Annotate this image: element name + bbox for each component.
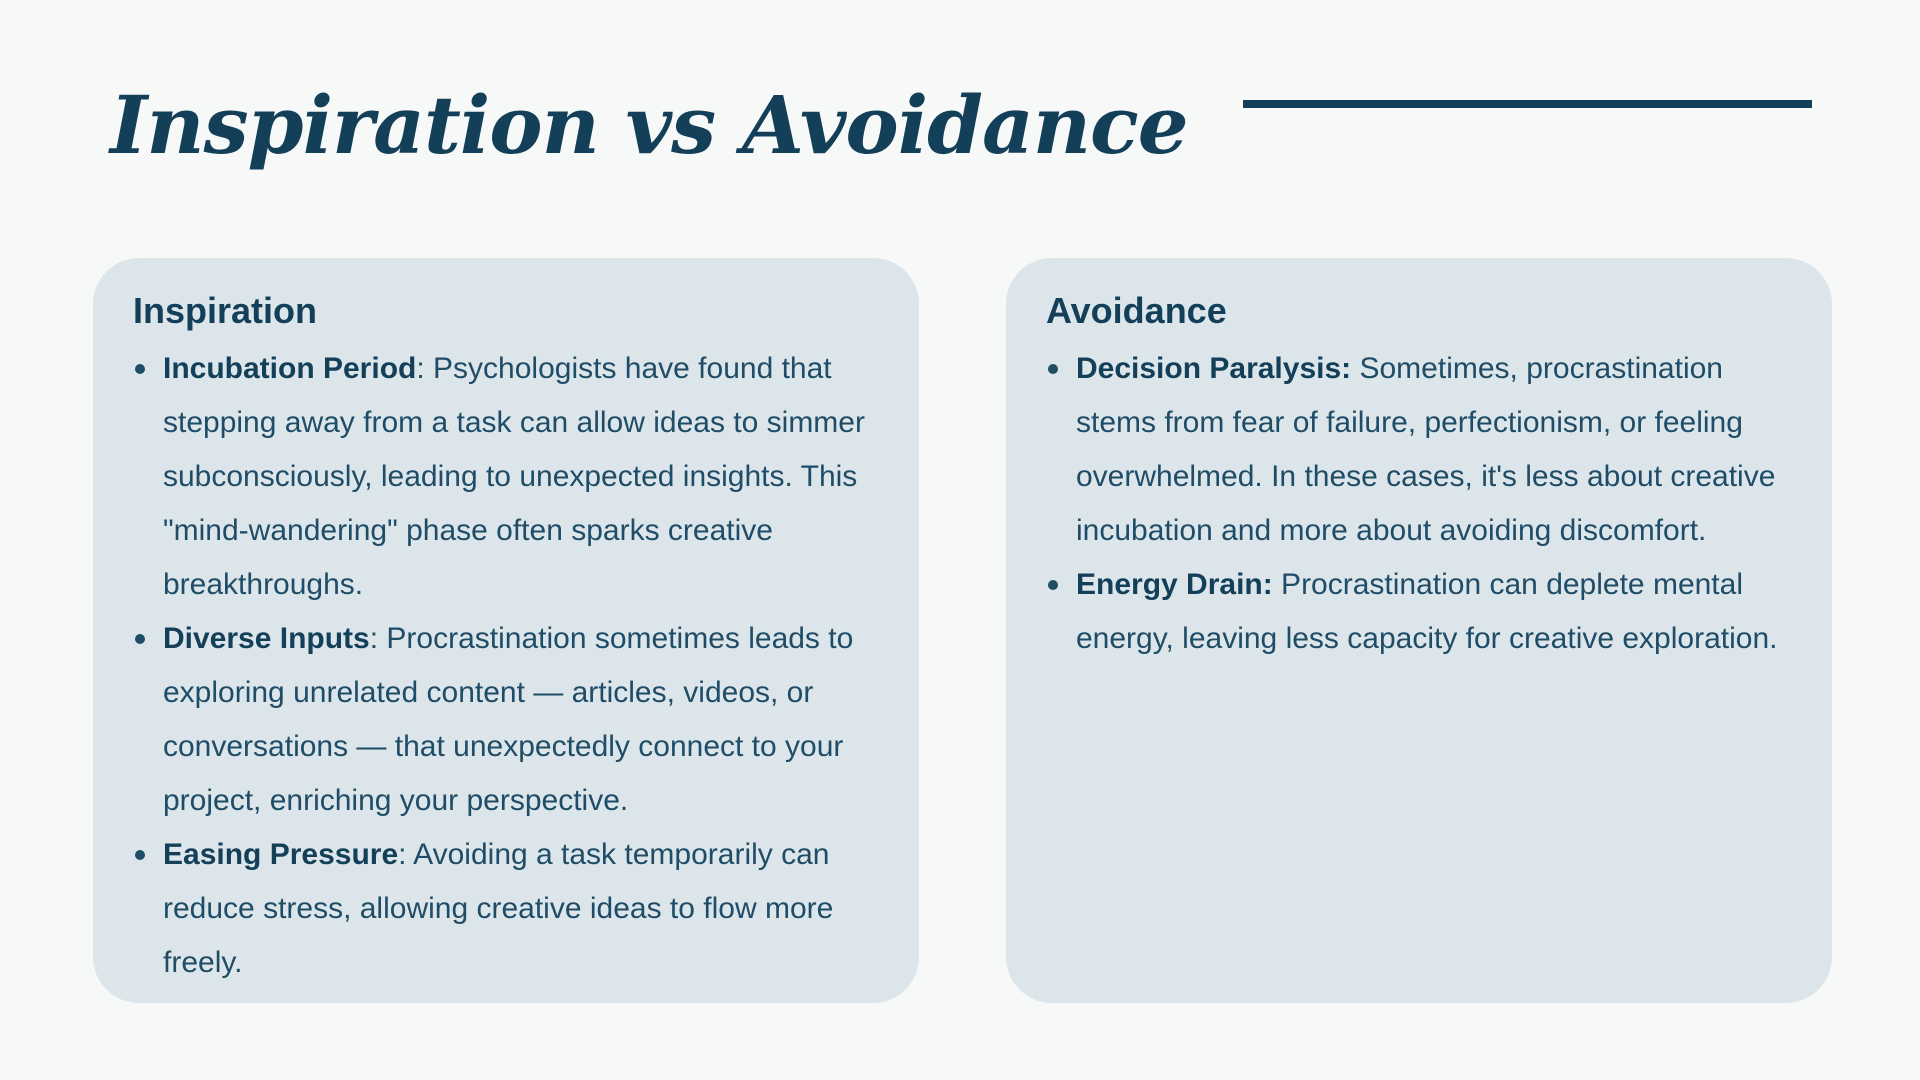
bullet-term: Decision Paralysis: <box>1076 352 1352 385</box>
bullet-description: Procrastination can deplete mental energy, leaving less capacity for creative exploration. <box>1076 568 1778 655</box>
bullet-description: Psychologists have found that stepping away from a task can allow ideas to simmer subconsciously, leading to unexpected insights. This "mind-wandering" phase often sparks creative breakthroughs. <box>163 352 865 601</box>
slide-title: Inspiration vs Avoidance <box>110 78 1188 172</box>
bullet-description: Procrastination sometimes leads to exploring unrelated content — articles, videos, or conversations — that unexpectedly connect to your project, enriching your perspective. <box>163 622 854 817</box>
bullet-term: Easing Pressure <box>163 838 399 871</box>
inspiration-heading: Inspiration <box>133 290 318 331</box>
bullet-term: Diverse Inputs <box>163 622 370 655</box>
inspiration-list <box>133 342 885 990</box>
list-item <box>133 612 885 828</box>
list-item <box>133 342 885 612</box>
avoidance-card <box>1006 258 1832 1003</box>
bullet-description: Avoiding a task temporarily can reduce stress, allowing creative ideas to flow more freely. <box>163 838 834 979</box>
bullet-term: Incubation Period <box>163 352 417 385</box>
avoidance-list <box>1046 342 1798 666</box>
list-item <box>1046 558 1798 666</box>
list-item <box>133 828 885 990</box>
bullet-icon <box>135 850 145 860</box>
inspiration-card <box>93 258 919 1003</box>
bullet-icon <box>135 364 145 374</box>
bullet-icon <box>135 634 145 644</box>
avoidance-heading: Avoidance <box>1046 290 1227 331</box>
bullet-separator: : <box>416 352 425 385</box>
bullet-term: Energy Drain: <box>1076 568 1273 601</box>
bullet-icon <box>1048 580 1058 590</box>
bullet-icon <box>1048 364 1058 374</box>
list-item <box>1046 342 1798 558</box>
bullet-separator: : <box>369 622 379 655</box>
bullet-description: Sometimes, procrastination stems from fear of failure, perfectionism, or feeling overwhelmed. In these cases, it's less about creative incubation and more about avoiding discomfort. <box>1076 352 1776 547</box>
bullet-separator: : <box>398 838 407 871</box>
accent-line <box>1243 100 1812 108</box>
